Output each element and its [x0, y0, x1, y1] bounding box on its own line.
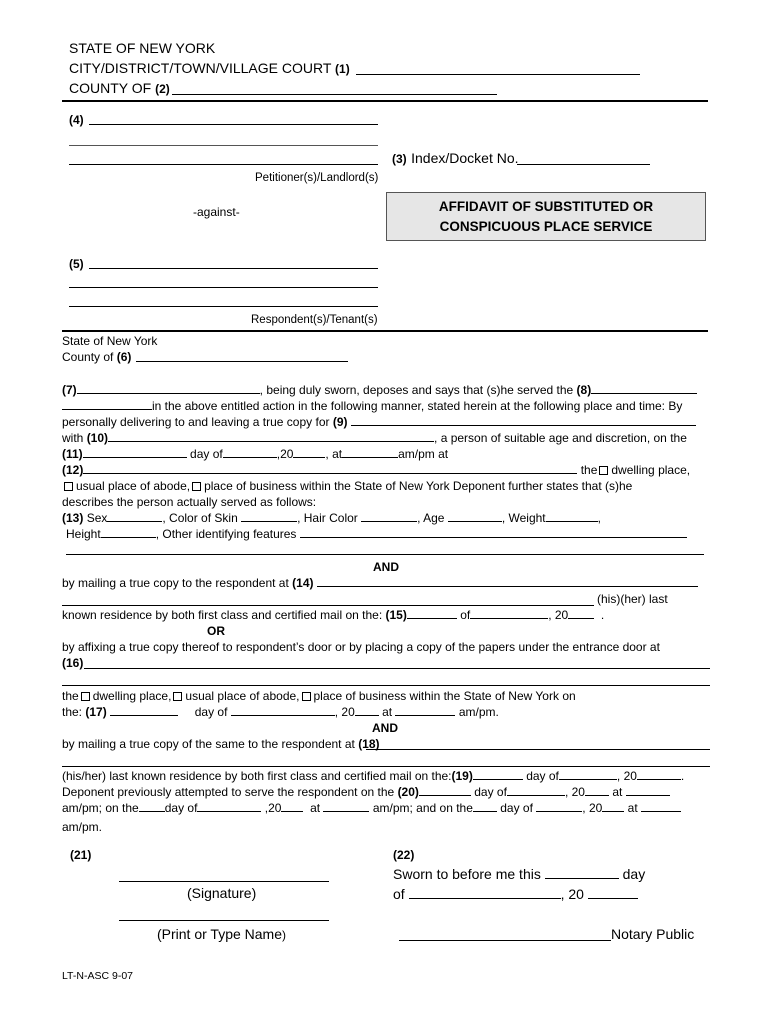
recipient-field[interactable] — [351, 415, 696, 426]
respondent-label: Respondent(s)/Tenant(s) — [251, 314, 378, 326]
service-year-field[interactable] — [293, 447, 325, 458]
year-label: ,20 — [276, 447, 294, 461]
field-21-number: (21) — [70, 848, 92, 862]
field-13-number: (13) — [62, 511, 84, 525]
attempt1-day-field[interactable] — [419, 785, 471, 796]
mailing-text: by mailing a true copy to the respondent at — [62, 576, 289, 590]
year20-label: , 20 — [548, 608, 569, 622]
dwelling2-checkbox[interactable] — [81, 692, 90, 701]
dwelling-label: dwelling place, — [611, 463, 691, 477]
signature-line[interactable] — [119, 881, 329, 882]
affix-address-field-2[interactable] — [62, 685, 710, 686]
personal-delivery-text: personally delivering to and leaving a true copy for — [62, 415, 330, 429]
attempt2-day-field[interactable] — [139, 801, 165, 812]
affix-address-field[interactable] — [84, 668, 710, 669]
day-of-label: day of — [190, 447, 223, 461]
mail19-day-field[interactable] — [473, 769, 523, 780]
field-17-number: (17) — [85, 705, 107, 719]
respondent-field-number: (5) — [69, 257, 84, 271]
printed-name-line[interactable] — [119, 920, 329, 921]
field-12-number: (12) — [62, 463, 84, 477]
the-colon-label: the: — [62, 705, 83, 719]
mail19-year-field[interactable] — [637, 769, 681, 780]
line-18 — [62, 737, 380, 751]
mail18-address-field[interactable] — [366, 749, 710, 750]
sworn-text: Sworn to before me this — [393, 866, 541, 882]
petitioner-name-field-2[interactable] — [69, 145, 378, 146]
abode2-label: usual place of abode, — [185, 689, 300, 703]
line-17 — [62, 705, 499, 719]
suitable-age-text: , a person of suitable age and discretion, on the — [434, 431, 687, 445]
index-field-number: (3) — [392, 152, 407, 166]
attempt3-time-field[interactable] — [641, 801, 681, 812]
line-10 — [62, 431, 687, 445]
affix-line: by affixing a true copy thereof to respondent’s door or by placing a copy of the papers under the entrance door at — [62, 640, 660, 654]
abode-label: usual place of abode, — [76, 479, 191, 493]
field-22-number: (22) — [393, 848, 415, 862]
sworn-line — [393, 866, 645, 882]
service-time-field[interactable] — [342, 447, 398, 458]
and-heading-1: AND — [373, 560, 399, 574]
day-of4-label: day of — [474, 785, 507, 799]
manner-text: in the above entitled action in the following manner, stated herein at the following place and time: By — [152, 399, 683, 413]
the2-label: the — [62, 689, 79, 703]
line-7 — [62, 383, 697, 397]
age-field[interactable] — [448, 511, 502, 522]
line-16 — [62, 656, 83, 670]
the-label: the — [580, 463, 598, 477]
service-month-field[interactable] — [223, 447, 277, 458]
height-label: Height — [66, 527, 101, 541]
attempt2-time-field[interactable] — [323, 801, 369, 812]
line-11 — [62, 447, 448, 461]
county-heading — [69, 80, 170, 96]
caption-divider — [62, 330, 708, 332]
comma20e-label: , 20 — [582, 801, 603, 815]
abode-checkbox[interactable] — [64, 482, 73, 491]
mail-month-field[interactable] — [470, 608, 548, 619]
attempt3-month-field[interactable] — [536, 801, 582, 812]
attempt1-year-field[interactable] — [585, 785, 609, 796]
court-field-number: (1) — [335, 62, 350, 76]
line-8 — [62, 399, 682, 413]
notary-signature-line[interactable] — [399, 940, 611, 941]
venue-county-number: (6) — [116, 350, 132, 364]
at5-label: at — [627, 801, 638, 815]
affix-place-line — [62, 689, 576, 703]
person-served-field[interactable] — [108, 431, 434, 442]
business2-label: place of business within the State of New York on — [313, 689, 576, 703]
header-divider — [62, 100, 708, 102]
sworn-year-field[interactable] — [588, 886, 638, 899]
line-13 — [62, 511, 601, 525]
petitioner-name-field[interactable] — [89, 124, 378, 125]
sworn-day-field[interactable] — [545, 866, 619, 879]
ampm-final: am/pm. — [62, 820, 103, 834]
service-day-field[interactable] — [83, 447, 187, 458]
at3-label: at — [612, 785, 623, 799]
attempt3-year-field[interactable] — [602, 801, 624, 812]
known19-text: (his/her) last known residence by both first class and certified mail on the: — [62, 769, 452, 783]
printed-name-label — [157, 926, 286, 942]
weight-label: , Weight — [501, 511, 546, 525]
or-heading: OR — [207, 624, 225, 638]
weight-comma: , — [597, 511, 601, 525]
hair-field[interactable] — [361, 511, 417, 522]
day-of3-label: day of — [526, 769, 559, 783]
form-code: LT-N-ASC 9-07 — [62, 970, 133, 982]
day-of5-label: day of — [164, 801, 198, 815]
business-checkbox[interactable] — [192, 482, 201, 491]
venue-county-field[interactable] — [136, 361, 348, 362]
at2-label: at — [382, 705, 393, 719]
dwelling2-label: dwelling place, — [92, 689, 172, 703]
day-of6-label: day of — [500, 801, 533, 815]
business-label: place of business within the State of New York Deponent further states that (s)he — [204, 479, 633, 493]
hisher-last-label: (his)(her) last — [597, 592, 668, 606]
line-abode — [62, 479, 632, 493]
affix-year-field[interactable] — [355, 705, 379, 716]
petitioner-field-number: (4) — [69, 113, 84, 127]
line-20b — [62, 801, 681, 815]
weight-field[interactable] — [546, 511, 598, 522]
attempt-text: Deponent previously attempted to serve the respondent on the — [62, 785, 395, 799]
field-14-number: (14) — [292, 576, 314, 590]
index-label: Index/Docket No. — [411, 150, 519, 166]
with-label: with — [62, 431, 84, 445]
venue-county-label: County of — [62, 350, 114, 364]
comma20d-label: ,20 — [264, 801, 282, 815]
mailing-address-field[interactable] — [317, 576, 698, 587]
line-12 — [62, 463, 690, 477]
field-16-number: (16) — [62, 656, 84, 670]
period-2: . — [680, 769, 685, 783]
other-features-field[interactable] — [300, 527, 687, 538]
petitioner-label: Petitioner(s)/Landlord(s) — [255, 172, 379, 184]
attempt3-day-field[interactable] — [473, 801, 497, 812]
county-name-field[interactable] — [172, 94, 497, 95]
index-docket — [392, 150, 519, 168]
field-19-number: (19) — [451, 769, 473, 783]
ampm-end-label: am/pm. — [458, 705, 499, 719]
ampm-at-label: am/pm at — [398, 447, 449, 461]
mailing-address-field-2[interactable] — [62, 605, 594, 606]
of-label: of — [460, 608, 471, 622]
notary-label: Notary Public — [611, 926, 695, 942]
line-15 — [62, 608, 604, 622]
field-18-number: (18) — [358, 737, 380, 751]
skin-field[interactable] — [241, 511, 297, 522]
affix-day-field[interactable] — [110, 705, 178, 716]
index-number-field[interactable] — [517, 164, 650, 165]
comma20-label: , 20 — [334, 705, 355, 719]
line-9 — [62, 415, 696, 429]
respondent-name-field[interactable] — [89, 268, 378, 269]
document-title-box — [386, 192, 706, 241]
comma20c-label: , 20 — [564, 785, 585, 799]
mail18-text: by mailing a true copy of the same to the respondent at — [62, 737, 355, 751]
petitioner-name-field-3[interactable] — [69, 164, 378, 165]
age-label: , Age — [417, 511, 445, 525]
sworn-month-field[interactable] — [409, 886, 561, 899]
line-19 — [62, 769, 684, 783]
document-title-line2: CONSPICUOUS PLACE SERVICE — [439, 219, 653, 234]
affix-month-field[interactable] — [231, 705, 335, 716]
respondent-name-field-3[interactable] — [69, 306, 378, 307]
venue-state: State of New York — [62, 334, 158, 348]
other-features-field-2[interactable] — [66, 554, 704, 555]
sex-label: Sex — [86, 511, 108, 525]
papers-field[interactable] — [591, 383, 697, 394]
printed-name-label-main: (Print or Type Name — [157, 926, 283, 942]
dwelling-checkbox[interactable] — [599, 466, 608, 475]
attempt2-month-field[interactable] — [197, 801, 261, 812]
mail19-month-field[interactable] — [559, 769, 617, 780]
printed-name-label-paren: ) — [282, 928, 287, 942]
deponent-name-field[interactable] — [77, 383, 260, 394]
field-20-number: (20) — [397, 785, 419, 799]
ampm-on-label: am/pm; on the — [62, 801, 139, 815]
attempt2-year-field[interactable] — [281, 801, 303, 812]
field-10-number: (10) — [86, 431, 109, 445]
sworn-statement: , being duly sworn, deposes and says that (s)he served the — [259, 383, 574, 397]
respondent-name-field-2[interactable] — [69, 287, 378, 288]
mail18-address-field-2[interactable] — [62, 766, 710, 767]
state-heading: STATE OF NEW YORK — [69, 40, 216, 56]
height-field[interactable] — [101, 527, 156, 538]
ampm-and-label: am/pm; and on the — [372, 801, 473, 815]
business2-checkbox[interactable] — [302, 692, 311, 701]
affix-time-field[interactable] — [395, 705, 455, 716]
attempt1-time-field[interactable] — [626, 785, 670, 796]
signature-label: (Signature) — [187, 885, 257, 901]
sex-field[interactable] — [107, 511, 162, 522]
sworn-date-line — [393, 886, 638, 902]
sworn-of-label: of — [393, 886, 405, 902]
known-residence-text: known residence by both first class and certified mail on the: — [62, 608, 383, 622]
mail-year-field[interactable] — [568, 608, 594, 619]
mail-day-field[interactable] — [407, 608, 457, 619]
field-8-number: (8) — [576, 383, 592, 397]
line-20 — [62, 785, 670, 799]
other-features-label: , Other identifying features — [155, 527, 297, 541]
sworn-day-label: day — [622, 866, 646, 882]
county-field-number: (2) — [155, 82, 170, 96]
papers-field-2[interactable] — [62, 399, 152, 410]
field-15-number: (15) — [385, 608, 407, 622]
venue-county — [62, 350, 131, 364]
sworn-year-label: , 20 — [560, 886, 584, 902]
describes-line: describes the person actually served as follows: — [62, 495, 317, 509]
at4-label: at — [310, 801, 321, 815]
day-of2-label: day of — [194, 705, 228, 719]
line-14 — [62, 576, 698, 590]
abode2-checkbox[interactable] — [173, 692, 182, 701]
county-label: COUNTY OF — [69, 80, 152, 96]
hair-label: , Hair Color — [297, 511, 358, 525]
skin-label: , Color of Skin — [162, 511, 238, 525]
and-heading-2: AND — [372, 721, 398, 735]
period: . — [600, 608, 605, 622]
court-heading — [69, 60, 350, 76]
comma20b-label: , 20 — [616, 769, 637, 783]
service-address-field[interactable] — [83, 463, 577, 474]
attempt1-month-field[interactable] — [507, 785, 565, 796]
court-label: CITY/DISTRICT/TOWN/VILLAGE COURT — [69, 60, 332, 76]
document-title-line1: AFFIDAVIT OF SUBSTITUTED OR — [438, 199, 654, 214]
against-label: -against- — [193, 205, 240, 219]
field-7-number: (7) — [62, 383, 77, 397]
field-9-number: (9) — [332, 415, 348, 429]
line-height — [66, 527, 687, 541]
court-name-field[interactable] — [356, 74, 640, 75]
at-label: , at — [325, 447, 343, 461]
field-11-number: (11) — [62, 447, 83, 461]
